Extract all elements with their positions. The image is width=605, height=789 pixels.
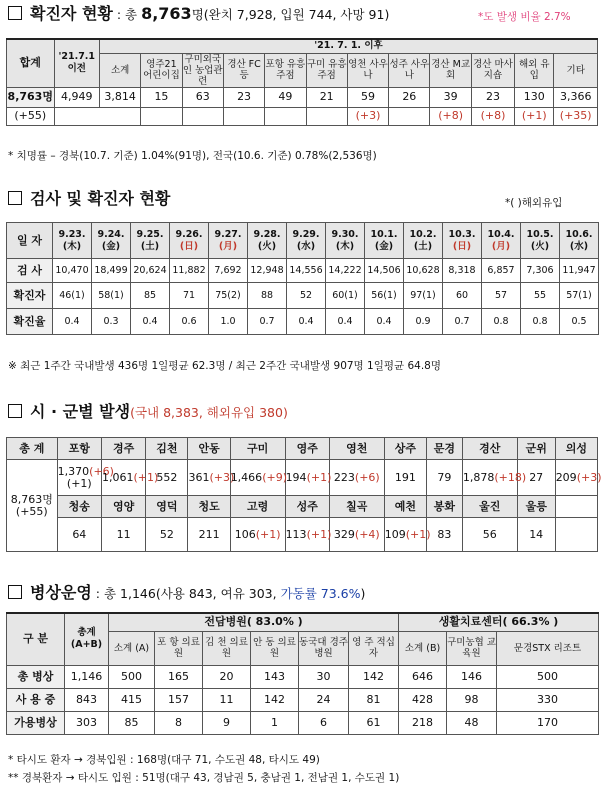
region-count: 194 xyxy=(285,470,307,484)
test-count: 14,222 xyxy=(326,259,365,283)
region-name: 영양 xyxy=(101,496,145,518)
fatality-note: * 치명률 – 경북(10.7. 기준) 1.04%(91명), 전국(10.6. 기준) 0.78%(2,536명) xyxy=(8,150,377,162)
date-text: 10.2. xyxy=(409,228,437,240)
date-header xyxy=(170,223,209,259)
region-count: 106 xyxy=(234,527,256,541)
test-count: 7,306 xyxy=(521,259,560,283)
date-header xyxy=(521,223,560,259)
weekday-text: (水) xyxy=(569,240,589,252)
region-name: 울진 xyxy=(462,496,517,518)
case-count: 59 xyxy=(347,87,388,107)
region-name: 성주 xyxy=(285,496,329,518)
date-text: 10.4. xyxy=(487,228,515,240)
test-count: 14,556 xyxy=(287,259,326,283)
facility-header: 포 항 의료원 xyxy=(155,631,203,665)
date-text: 9.25. xyxy=(136,228,164,240)
region-count: 83 xyxy=(437,527,452,541)
overseas-note: *( )해외유입 xyxy=(505,197,563,209)
region-value xyxy=(329,518,384,552)
bed-count: 6 xyxy=(299,711,349,734)
case-count: 58(1) xyxy=(92,283,131,309)
cluster-header: 구미 유흥주점 xyxy=(306,53,347,87)
checkbox-square-icon xyxy=(8,585,22,599)
test-count: 10,470 xyxy=(53,259,92,283)
region-value xyxy=(462,460,527,496)
section3-title: 시 · 군별 발생(국내 8,383, 해외유입 380) xyxy=(8,402,288,423)
case-delta: (+3) xyxy=(347,107,388,125)
region-table: 총 계 포항 경주 김천 안동 구미 영주 영천 상주 문경 경산 군위 의성 8,763명 (+55) 1,370(+6) (+1) 1,061(+1) 552 361(+3) 1,466(+9) 194(+1) 223(+6) 191 79 1,878(+18) 27 209(+3) 청송 영양 영덕 청도 고령 성주 칠곡 예천 봉화 울진 울릉 64 11 52 211 106(+1) 113(+1) 329(+4) 109(+1) 83 56 14 xyxy=(6,437,598,552)
region-name: 의성 xyxy=(555,438,597,460)
bed-count: 142 xyxy=(349,665,399,688)
weekday-text: (水) xyxy=(296,240,316,252)
case-delta xyxy=(265,107,306,125)
bed-count: 157 xyxy=(155,688,203,711)
case-status-table: 합계 '21.7.1 이전 '21. 7. 1. 이후 소계 영주21 어린이집 구미외국인 농업관련 경산 FC등 포항 유흥주점 구미 유흥주점 영천 사우나 성주 사우나 경산 M교회 경산 마사지숍 해외 유입 기타 8,763명 4,949 3,814 15 63 23 49 21 59 26 39 23 130 3,366 (+55) (+3) (+8) (+8) (+1) (+35) xyxy=(6,38,598,126)
region-value xyxy=(517,518,555,552)
bed-count: 81 xyxy=(349,688,399,711)
testing-table xyxy=(6,222,599,335)
positivity-rate: 0.4 xyxy=(53,309,92,335)
region-delta: (+3) xyxy=(209,470,235,484)
test-count: 20,624 xyxy=(131,259,170,283)
region-count: 52 xyxy=(159,527,174,541)
date-header xyxy=(131,223,170,259)
bed-count: 30 xyxy=(299,665,349,688)
positivity-rate: 0.3 xyxy=(92,309,131,335)
date-header xyxy=(92,223,131,259)
facility-header: 동국대 경주병원 xyxy=(299,631,349,665)
positivity-rate: 0.5 xyxy=(560,309,599,335)
weekday-text: (土) xyxy=(413,240,433,252)
region-total: 8,763명 (+55) xyxy=(7,460,58,552)
case-count: 75(2) xyxy=(209,283,248,309)
row-label: 사 용 중 xyxy=(7,688,65,711)
positivity-rate: 0.7 xyxy=(443,309,482,335)
region-value-line xyxy=(57,464,114,478)
date-header xyxy=(482,223,521,259)
bed-count: 142 xyxy=(251,688,299,711)
region-count: 361 xyxy=(188,470,210,484)
region-delta: (+1) xyxy=(405,527,431,541)
test-count: 18,499 xyxy=(92,259,131,283)
ratio-note: *도 발생 비율 2.7% xyxy=(478,11,571,23)
bed-count: 218 xyxy=(399,711,447,734)
bed-count: 146 xyxy=(447,665,497,688)
positivity-rate: 0.6 xyxy=(170,309,209,335)
region-value-line xyxy=(231,472,285,484)
date-text: 9.28. xyxy=(253,228,281,240)
case-count: 21 xyxy=(306,87,347,107)
region-count: 64 xyxy=(72,527,87,541)
date-header xyxy=(248,223,287,259)
checkbox-square-icon xyxy=(8,404,22,418)
region-delta: (+18) xyxy=(494,470,527,484)
region-name: 봉화 xyxy=(426,496,462,518)
region-name: 김천 xyxy=(146,438,188,460)
region-value xyxy=(329,460,384,496)
date-text: 9.24. xyxy=(97,228,125,240)
region-count: 1,370 xyxy=(57,464,90,478)
bed-count: 143 xyxy=(251,665,299,688)
case-count: 71 xyxy=(170,283,209,309)
case-delta: (+1) xyxy=(515,107,554,125)
bed-count: 61 xyxy=(349,711,399,734)
weekday-text: (月) xyxy=(491,240,511,252)
region-value xyxy=(101,518,145,552)
region-count: 209 xyxy=(555,470,577,484)
row-label: 확진자 xyxy=(7,283,53,309)
date-text: 10.1. xyxy=(370,228,398,240)
test-count: 11,882 xyxy=(170,259,209,283)
case-count: 8,763명 xyxy=(7,87,55,107)
case-delta: (+8) xyxy=(471,107,514,125)
case-count: 3,366 xyxy=(554,87,598,107)
positivity-rate: 0.8 xyxy=(521,309,560,335)
case-count: 85 xyxy=(131,283,170,309)
region-count: 109 xyxy=(384,527,406,541)
case-delta xyxy=(54,107,141,125)
case-delta xyxy=(389,107,430,125)
region-value-line xyxy=(462,470,527,484)
case-count: 60(1) xyxy=(326,283,365,309)
date-text: 9.29. xyxy=(292,228,320,240)
region-count: 211 xyxy=(198,527,220,541)
cluster-header: 기타 xyxy=(554,53,598,87)
bed-count: 165 xyxy=(155,665,203,688)
region-value xyxy=(384,460,426,496)
bed-count: 500 xyxy=(109,665,155,688)
facility-header: 소계 (B) xyxy=(399,631,447,665)
case-count: 130 xyxy=(515,87,554,107)
row-label: 가용병상 xyxy=(7,711,65,734)
bed-count: 85 xyxy=(109,711,155,734)
case-count: 23 xyxy=(223,87,264,107)
case-count: 56(1) xyxy=(365,283,404,309)
region-delta: (+4) xyxy=(354,527,380,541)
bed-count: 1 xyxy=(251,711,299,734)
region-value xyxy=(57,460,114,496)
facility-header: 문경STX 리조트 xyxy=(497,631,599,665)
date-text: 10.3. xyxy=(448,228,476,240)
region-count: 329 xyxy=(333,527,355,541)
region-name: 포항 xyxy=(57,438,101,460)
region-value xyxy=(230,460,285,496)
region-name: 영주 xyxy=(285,438,329,460)
empty-cell xyxy=(555,496,597,518)
facility-header: 안 동 의료원 xyxy=(251,631,299,665)
test-count: 8,318 xyxy=(443,259,482,283)
total-cases: 8,763 xyxy=(141,4,192,23)
region-name: 고령 xyxy=(230,496,285,518)
case-count: 63 xyxy=(182,87,223,107)
weekday-text: (火) xyxy=(530,240,550,252)
weekday-text: (土) xyxy=(140,240,160,252)
case-count: 39 xyxy=(430,87,471,107)
facility-header: 김 천 의료원 xyxy=(203,631,251,665)
checkbox-square-icon xyxy=(8,191,22,205)
positivity-rate: 0.4 xyxy=(131,309,170,335)
bed-count: 98 xyxy=(447,688,497,711)
region-name: 영천 xyxy=(329,438,384,460)
region-name: 경주 xyxy=(101,438,145,460)
region-count: 14 xyxy=(529,527,544,541)
test-count: 10,628 xyxy=(404,259,443,283)
date-header xyxy=(560,223,599,259)
positivity-rate: 0.4 xyxy=(326,309,365,335)
case-count: 97(1) xyxy=(404,283,443,309)
region-name: 상주 xyxy=(384,438,426,460)
case-delta xyxy=(306,107,347,125)
region-delta: (+1) xyxy=(255,527,281,541)
region-name: 문경 xyxy=(426,438,462,460)
region-delta: (+6) xyxy=(354,470,380,484)
weekday-text: (木) xyxy=(335,240,355,252)
weekday-text: (月) xyxy=(218,240,238,252)
transfer-out-note: ** 경북환자 → 타시도 입원 : 51명(대구 43, 경남권 5, 충남권 1, 전남권 1, 수도권 1) xyxy=(8,772,400,784)
region-value xyxy=(426,460,462,496)
positivity-rate: 0.4 xyxy=(365,309,404,335)
bed-count: 20 xyxy=(203,665,251,688)
region-name: 영덕 xyxy=(146,496,188,518)
date-text: 9.26. xyxy=(175,228,203,240)
region-name: 청도 xyxy=(188,496,230,518)
row-label: 확진율 xyxy=(7,309,53,335)
weekday-text: (日) xyxy=(179,240,199,252)
date-text: 9.30. xyxy=(331,228,359,240)
section1-title: 확진자 현황 : 총 8,763명(완치 7,928, 입원 744, 사망 91) xyxy=(8,4,389,25)
region-value xyxy=(230,518,285,552)
date-header xyxy=(443,223,482,259)
bed-count: 330 xyxy=(497,688,599,711)
region-value-line xyxy=(555,470,602,484)
test-count: 14,506 xyxy=(365,259,404,283)
case-count: 57(1) xyxy=(560,283,599,309)
case-count: 15 xyxy=(141,87,182,107)
occupancy-rate: 가동률 73.6% xyxy=(280,586,361,601)
region-count: 11 xyxy=(116,527,131,541)
date-header xyxy=(404,223,443,259)
row-label: 일 자 xyxy=(7,223,53,259)
cluster-header: 경산 FC등 xyxy=(223,53,264,87)
date-text: 10.6. xyxy=(565,228,593,240)
region-name: 울릉 xyxy=(517,496,555,518)
test-count: 11,947 xyxy=(560,259,599,283)
cluster-header: 해외 유입 xyxy=(515,53,554,87)
region-name: 예천 xyxy=(384,496,426,518)
region-sub-delta: (+1) xyxy=(66,476,92,490)
positivity-rate: 0.4 xyxy=(287,309,326,335)
region-delta: (+9) xyxy=(262,470,287,484)
weekday-text: (火) xyxy=(257,240,277,252)
case-delta: (+35) xyxy=(554,107,598,125)
region-delta: (+1) xyxy=(306,527,332,541)
case-count: 88 xyxy=(248,283,287,309)
case-count: 57 xyxy=(482,283,521,309)
positivity-rate: 0.8 xyxy=(482,309,521,335)
cluster-header: 경산 M교회 xyxy=(430,53,471,87)
facility-header: 구미농협 교육원 xyxy=(447,631,497,665)
bed-table: 구 분 총계 (A+B) 전담병원( 83.0% ) 생활치료센터( 66.3% ) 소계 (A) 포 항 의료원 김 천 의료원 안 동 의료원 동국대 경주병원 영 주 적십자 소계 (B) 구미농협 교육원 문경STX 리조트 총 병상 1,146 500 165 20 143 30 142 646 146 500 사 용 중 843 415 157 11 142 24 81 428 98 330 가용병상 303 85 8 9 1 6 61 218 48 170 xyxy=(6,612,599,735)
case-count: 26 xyxy=(389,87,430,107)
date-text: 10.5. xyxy=(526,228,554,240)
region-delta: (+6) xyxy=(89,464,114,478)
empty-cell xyxy=(555,518,597,552)
region-value xyxy=(384,518,431,552)
weekday-text: (金) xyxy=(101,240,121,252)
case-delta xyxy=(182,107,223,125)
weekday-text: (日) xyxy=(452,240,472,252)
bed-count: 170 xyxy=(497,711,599,734)
bed-count: 843 xyxy=(65,688,109,711)
bed-count: 500 xyxy=(497,665,599,688)
date-header xyxy=(326,223,365,259)
region-value-line xyxy=(330,472,384,484)
bed-count: 646 xyxy=(399,665,447,688)
region-delta: (+1) xyxy=(306,470,332,484)
positivity-rate: 1.0 xyxy=(209,309,248,335)
region-name: 청송 xyxy=(57,496,101,518)
test-count: 6,857 xyxy=(482,259,521,283)
bed-count: 24 xyxy=(299,688,349,711)
region-value xyxy=(462,518,517,552)
cluster-header: 성주 사우나 xyxy=(389,53,430,87)
date-header xyxy=(209,223,248,259)
region-value-line xyxy=(385,472,426,484)
region-value xyxy=(555,460,602,496)
region-value xyxy=(426,518,462,552)
region-count: 1,878 xyxy=(462,470,495,484)
cluster-header: 포항 유흥주점 xyxy=(265,53,306,87)
region-delta: (+1) xyxy=(133,470,159,484)
test-count: 12,948 xyxy=(248,259,287,283)
bed-count: 415 xyxy=(109,688,155,711)
region-count: 27 xyxy=(529,470,544,484)
region-count: 1,466 xyxy=(230,470,263,484)
case-delta xyxy=(141,107,182,125)
case-delta: (+55) xyxy=(7,107,55,125)
case-count: 55 xyxy=(521,283,560,309)
weekly-note: ※ 최근 1주간 국내발생 436명 1일평균 62.3명 / 최근 2주간 국내발생 907명 1일평균 64.8명 xyxy=(8,360,442,372)
region-count: 1,061 xyxy=(101,470,134,484)
weekday-text: (金) xyxy=(374,240,394,252)
bed-count: 8 xyxy=(155,711,203,734)
region-count: 79 xyxy=(437,470,452,484)
region-count: 552 xyxy=(156,470,178,484)
cluster-header: 영주21 어린이집 xyxy=(141,53,182,87)
region-value xyxy=(57,518,101,552)
transfer-in-note: * 타시도 환자 → 경북입원 : 168명(대구 71, 수도권 48, 타시도 49) xyxy=(8,754,320,766)
bed-count: 428 xyxy=(399,688,447,711)
date-header xyxy=(53,223,92,259)
positivity-rate: 0.7 xyxy=(248,309,287,335)
region-value xyxy=(188,460,235,496)
date-text: 9.27. xyxy=(214,228,242,240)
region-count: 113 xyxy=(285,527,307,541)
case-count: 52 xyxy=(287,283,326,309)
section2-title: 검사 및 확진자 현황 xyxy=(8,189,170,209)
bed-count: 48 xyxy=(447,711,497,734)
date-text: 9.23. xyxy=(58,228,86,240)
region-value xyxy=(146,518,188,552)
region-count: 191 xyxy=(394,470,416,484)
cluster-header: 구미외국인 농업관련 xyxy=(182,53,223,87)
region-value-line xyxy=(188,470,235,484)
case-count: 3,814 xyxy=(99,87,140,107)
region-name: 군위 xyxy=(517,438,555,460)
checkbox-square-icon xyxy=(8,6,22,20)
region-value-line xyxy=(101,470,159,484)
bed-count: 9 xyxy=(203,711,251,734)
region-value xyxy=(285,518,332,552)
bed-count: 303 xyxy=(65,711,109,734)
case-count: 4,949 xyxy=(54,87,99,107)
cluster-header: 영천 사우나 xyxy=(347,53,388,87)
region-value-line xyxy=(427,472,462,484)
region-value xyxy=(285,460,332,496)
cluster-header: 경산 마사지숍 xyxy=(471,53,514,87)
row-label: 총 병상 xyxy=(7,665,65,688)
row-label: 검 사 xyxy=(7,259,53,283)
facility-header: 소계 (A) xyxy=(109,631,155,665)
test-count: 7,692 xyxy=(209,259,248,283)
case-count: 49 xyxy=(265,87,306,107)
case-count: 23 xyxy=(471,87,514,107)
region-value-line xyxy=(285,470,332,484)
region-name: 칠곡 xyxy=(329,496,384,518)
case-delta: (+8) xyxy=(430,107,471,125)
bed-count: 11 xyxy=(203,688,251,711)
region-delta: (+3) xyxy=(576,470,602,484)
region-name: 안동 xyxy=(188,438,230,460)
case-count: 60 xyxy=(443,283,482,309)
bed-count: 1,146 xyxy=(65,665,109,688)
weekday-text: (木) xyxy=(62,240,82,252)
case-delta xyxy=(223,107,264,125)
cluster-header: 소계 xyxy=(99,53,140,87)
region-count: 56 xyxy=(482,527,497,541)
section4-title: 병상운영 : 총 1,146(사용 843, 여유 303, 가동률 73.6%) xyxy=(8,583,365,604)
region-value xyxy=(188,518,230,552)
region-name: 구미 xyxy=(230,438,285,460)
case-count: 46(1) xyxy=(53,283,92,309)
region-count: 223 xyxy=(333,470,355,484)
date-header xyxy=(365,223,404,259)
positivity-rate: 0.9 xyxy=(404,309,443,335)
region-name: 경산 xyxy=(462,438,517,460)
facility-header: 영 주 적십자 xyxy=(349,631,399,665)
date-header xyxy=(287,223,326,259)
